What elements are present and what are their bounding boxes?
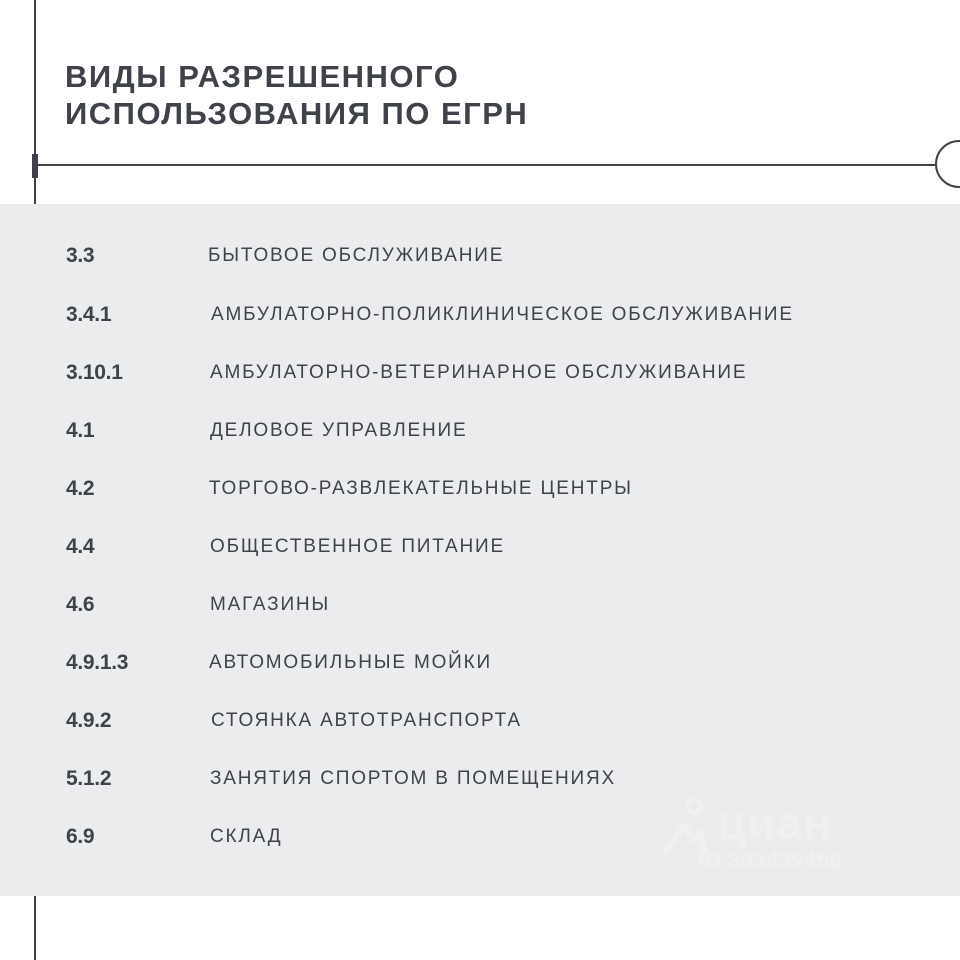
list-item xyxy=(66,822,926,852)
item-code: 4.9.1.3 xyxy=(66,651,129,674)
list-item xyxy=(66,300,926,330)
item-code: 5.1.2 xyxy=(66,767,112,790)
item-name: ЗАНЯТИЯ СПОРТОМ В ПОМЕЩЕНИЯХ xyxy=(210,768,617,789)
item-code: 4.4 xyxy=(66,535,95,558)
item-code: 6.9 xyxy=(66,825,95,848)
item-code: 3.10.1 xyxy=(66,361,123,384)
list-item xyxy=(66,590,926,620)
divider-circle-ornament xyxy=(935,140,960,188)
item-code: 4.6 xyxy=(66,593,95,616)
item-code: 4.1 xyxy=(66,419,95,442)
item-name: АМБУЛАТОРНО-ВЕТЕРИНАРНОЕ ОБСЛУЖИВАНИЕ xyxy=(210,362,748,383)
page-title-line-2: ИСПОЛЬЗОВАНИЯ ПО ЕГРН xyxy=(65,96,529,131)
page-title-line-1: ВИДЫ РАЗРЕШЕННОГО xyxy=(65,59,460,94)
list-item xyxy=(66,764,926,794)
list-item xyxy=(66,416,926,446)
item-name: АВТОМОБИЛЬНЫЕ МОЙКИ xyxy=(209,652,492,673)
list-item xyxy=(66,241,926,271)
item-name: ОБЩЕСТВЕННОЕ ПИТАНИЕ xyxy=(210,536,505,557)
item-code: 4.9.2 xyxy=(66,709,112,732)
item-name: БЫТОВОЕ ОБСЛУЖИВАНИЕ xyxy=(208,245,505,266)
item-name: МАГАЗИНЫ xyxy=(210,594,331,615)
list-item xyxy=(66,532,926,562)
item-name: СКЛАД xyxy=(210,826,283,847)
page-title xyxy=(65,58,528,132)
watermark-brand: циан xyxy=(718,797,832,849)
list-item xyxy=(66,648,926,678)
item-name: ДЕЛОВОЕ УПРАВЛЕНИЕ xyxy=(210,420,468,441)
list-item xyxy=(66,474,926,504)
rule-tick-mark xyxy=(32,154,38,178)
item-code: 3.4.1 xyxy=(66,303,112,326)
item-name: АМБУЛАТОРНО-ПОЛИКЛИНИЧЕСКОЕ ОБСЛУЖИВАНИЕ xyxy=(211,304,794,325)
list-item xyxy=(66,358,926,388)
header-divider xyxy=(34,164,936,166)
item-code: 3.3 xyxy=(66,244,95,267)
list-item xyxy=(66,706,926,736)
item-name: ТОРГОВО-РАЗВЛЕКАТЕЛЬНЫЕ ЦЕНТРЫ xyxy=(209,478,633,499)
item-name: СТОЯНКА АВТОТРАНСПОРТА xyxy=(211,710,522,731)
watermark-id: ID 303439450 xyxy=(698,848,843,873)
item-code: 4.2 xyxy=(66,477,95,500)
